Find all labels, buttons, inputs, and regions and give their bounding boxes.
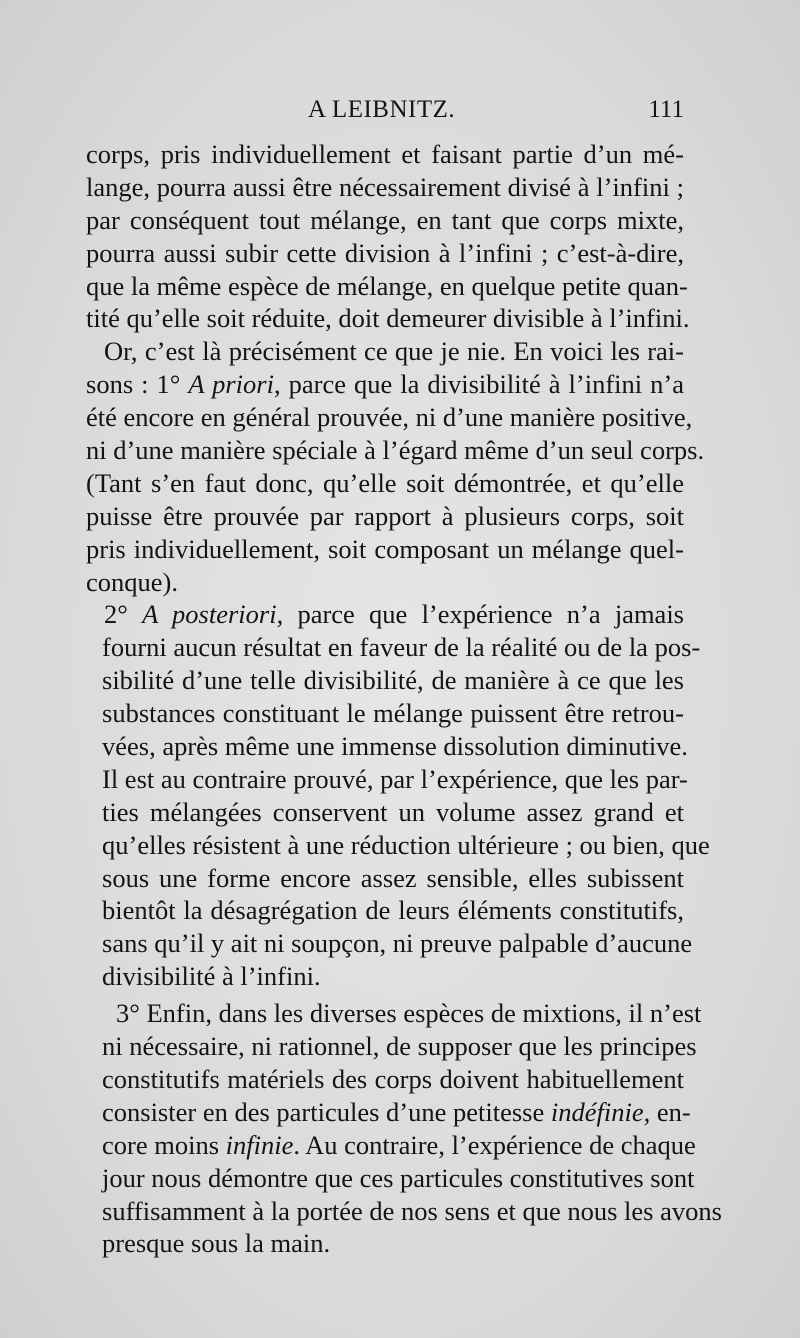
text-line: bientôt la désagrégation de leurs éléments constitutifs,	[102, 895, 684, 926]
text-line: sans qu’il y ait ni soupçon, ni preuve palpable d’aucune	[102, 928, 693, 959]
text-line: pourra aussi subir cette division à l’infini ; c’est-à-dire,	[86, 237, 684, 268]
text-line: qu’elles résistent à une réduction ultérieure ; ou bien, que	[102, 829, 710, 860]
text-line	[86, 368, 684, 401]
text-line: corps, pris individuellement et faisant partie d’un mé-	[86, 139, 684, 169]
running-head: A LEIBNITZ.	[308, 96, 456, 123]
text-line: Il est au contraire prouvé, par l’expérience, que les par-	[102, 763, 688, 794]
line-start: sons :	[86, 369, 157, 400]
text-line: substances constituant le mélange puissent être retrou-	[102, 698, 684, 729]
text-line: ni d’une manière spéciale à l’égard même d’un seul corps.	[86, 435, 705, 466]
text-line: pris individuellement, soit composant un mélange quel-	[86, 533, 684, 564]
text-line: conque).	[86, 566, 178, 597]
text-line: ties mélangées conservent un volume assez grand et	[102, 796, 684, 827]
italic-term: indéfinie,	[550, 1096, 651, 1127]
line-start: consister en des particules d’une petitesse	[102, 1096, 551, 1127]
line-start: core moins	[102, 1129, 226, 1160]
text-line: été encore en général prouvée, ni d’une manière positive,	[86, 402, 693, 433]
text-line: presque sous la main.	[102, 1228, 331, 1259]
text-line: par conséquent tout mélange, en tant que corps mixte,	[86, 204, 684, 235]
text-line: divisibilité à l’infini.	[102, 961, 321, 992]
text-line: (Tant s’en faut donc, qu’elle soit démontrée, et qu’elle	[86, 467, 684, 498]
line-rest: , parce que la divisibilité à l’infini n’a	[273, 369, 684, 400]
italic-term: infinie	[225, 1129, 294, 1160]
body-text	[86, 138, 722, 1260]
italic-term: A posteriori,	[142, 599, 284, 630]
list-number: 2°	[104, 599, 143, 630]
list-number: 1°	[156, 369, 189, 400]
text-line	[86, 1096, 691, 1129]
page-header	[86, 96, 684, 132]
text-line: sous une forme encore assez sensible, elles subissent	[102, 862, 684, 893]
text-line: 3° Enfin, dans les diverses espèces de mixtions, il n’est	[116, 998, 702, 1029]
italic-term: A priori	[188, 369, 274, 400]
text-line	[86, 598, 684, 631]
text-line: ni nécessaire, ni rationnel, de supposer que les principes	[102, 1031, 697, 1062]
line-rest: parce que l’expérience n’a jamais	[283, 599, 684, 630]
text-line: que la même espèce de mélange, en quelque petite quan-	[86, 270, 688, 301]
page-number: 111	[648, 96, 684, 123]
text-line: suffisamment à la portée de nos sens et que nous les avons	[102, 1195, 722, 1226]
text-line: puisse être prouvée par rapport à plusieurs corps, soit	[86, 500, 684, 531]
text-line: vées, après même une immense dissolution diminutive.	[102, 731, 688, 762]
text-line: fourni aucun résultat en faveur de la réalité ou de la pos-	[102, 632, 701, 663]
text-line	[86, 1129, 696, 1162]
line-rest: . Au contraire, l’expérience de chaque	[293, 1129, 696, 1160]
text-line: Or, c’est là précisément ce que je nie. En voici les rai-	[104, 336, 684, 367]
text-line: tité qu’elle soit réduite, doit demeurer divisible à l’infini.	[86, 303, 690, 334]
text-line: jour nous démontre que ces particules constitutives sont	[102, 1162, 695, 1193]
line-rest: en-	[650, 1096, 691, 1127]
text-line: constitutifs matériels des corps doivent habituellement	[102, 1063, 684, 1094]
text-line: lange, pourra aussi être nécessairement divisé à l’infini ;	[86, 171, 684, 202]
text-line: sibilité d’une telle divisibilité, de manière à ce que les	[102, 665, 684, 696]
